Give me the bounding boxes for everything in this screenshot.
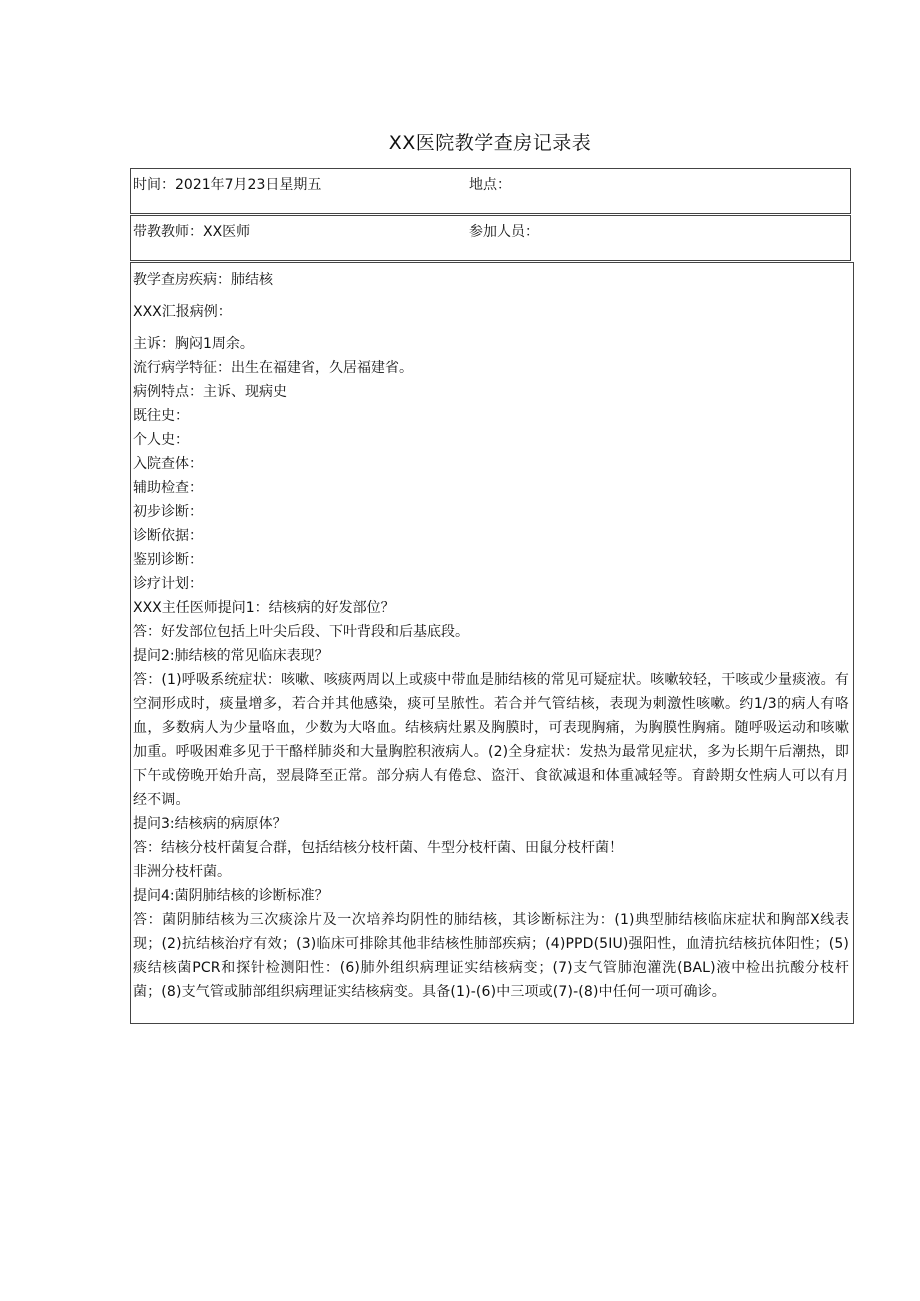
treatment-plan-line: 诊疗计划： bbox=[133, 576, 203, 592]
answer-2: 答：(1)呼吸系统症状：咳嗽、咳痰两周以上或痰中带血是肺结核的常见可疑症状。咳嗽较轻，干咳或少量痰液。有空洞形成时，痰量增多，若合并其他感染，痰可呈脓性。若合并气管结核，表现为刺激性咳嗽。约1/3的病人有咯血，多数病人为少量咯血，少数为大咯血。结核病灶累及胸膜时，可表现胸痛，为胸膜性胸痛。随呼吸运动和咳嗽加重。呼吸困难多见于干酪样肺炎和大量胸腔积液病人。(2)全身症状：发热为最常见症状，多为长期午后潮热，即下午或傍晚开始升高，翌晨降至正常。部分病人有倦怠、盗汗、食欲减退和体重减轻等。育龄期女性病人可以有月经不调。 bbox=[133, 672, 849, 808]
question-2: 提问2:肺结核的常见临床表现？ bbox=[133, 648, 329, 664]
location-field: 地点： bbox=[469, 177, 511, 193]
teacher-field: 带教教师：XX医师 bbox=[133, 224, 251, 240]
report-line: XXX汇报病例： bbox=[133, 304, 232, 320]
answer-3-line-2: 非洲分枝杆菌。 bbox=[133, 864, 231, 880]
past-history-line: 既往史： bbox=[133, 408, 189, 424]
answer-3-line-1: 答：结核分枝杆菌复合群，包括结核分枝杆菌、牛型分枝杆菌、田鼠分枝杆菌！ bbox=[133, 840, 623, 856]
ward-round-content bbox=[130, 262, 854, 1024]
question-3: 提问3:结核病的病原体？ bbox=[133, 816, 287, 832]
diagnosis-basis-line: 诊断依据： bbox=[133, 528, 203, 544]
auxiliary-exam-line: 辅助检查： bbox=[133, 480, 203, 496]
admission-exam-line: 入院查体： bbox=[133, 456, 203, 472]
disease-line: 教学查房疾病：肺结核 bbox=[133, 272, 273, 288]
header-row-teacher-participants bbox=[130, 215, 851, 261]
epidemiology-line: 流行病学特征：出生在福建省，久居福建省。 bbox=[133, 360, 413, 376]
form-title: XX医院教学查房记录表 bbox=[388, 132, 592, 154]
personal-history-line: 个人史： bbox=[133, 432, 189, 448]
features-line: 病例特点：主诉、现病史 bbox=[133, 384, 287, 400]
participants-field: 参加人员： bbox=[469, 224, 539, 240]
answer-4: 答：菌阴肺结核为三次痰涂片及一次培养均阴性的肺结核，其诊断标注为：(1)典型肺结核临床症状和胸部X线表现；(2)抗结核治疗有效；(3)临床可排除其他非结核性肺部疾病；(4)PPD(5IU)强阳性，血清抗结核抗体阳性；(5)痰结核菌PCR和探针检测阳性：(6)肺外组织病理证实结核病变；(7)支气管肺泡灌洗(BAL)液中检出抗酸分枝杆菌；(8)支气管或肺部组织病理证实结核病变。具备(1)-(6)中三项或(7)-(8)中任何一项可确诊。 bbox=[133, 912, 849, 1000]
answer-1: 答：好发部位包括上叶尖后段、下叶背段和后基底段。 bbox=[133, 624, 469, 640]
question-4: 提问4:菌阴肺结核的诊断标准？ bbox=[133, 888, 329, 904]
differential-line: 鉴别诊断： bbox=[133, 552, 203, 568]
time-field: 时间：2021年7月23日星期五 bbox=[133, 177, 322, 193]
header-row-time-location bbox=[130, 168, 851, 214]
complaint-line: 主诉：胸闷1周余。 bbox=[133, 336, 254, 352]
question-1: XXX主任医师提问1：结核病的好发部位？ bbox=[133, 600, 395, 616]
initial-diagnosis-line: 初步诊断： bbox=[133, 504, 203, 520]
